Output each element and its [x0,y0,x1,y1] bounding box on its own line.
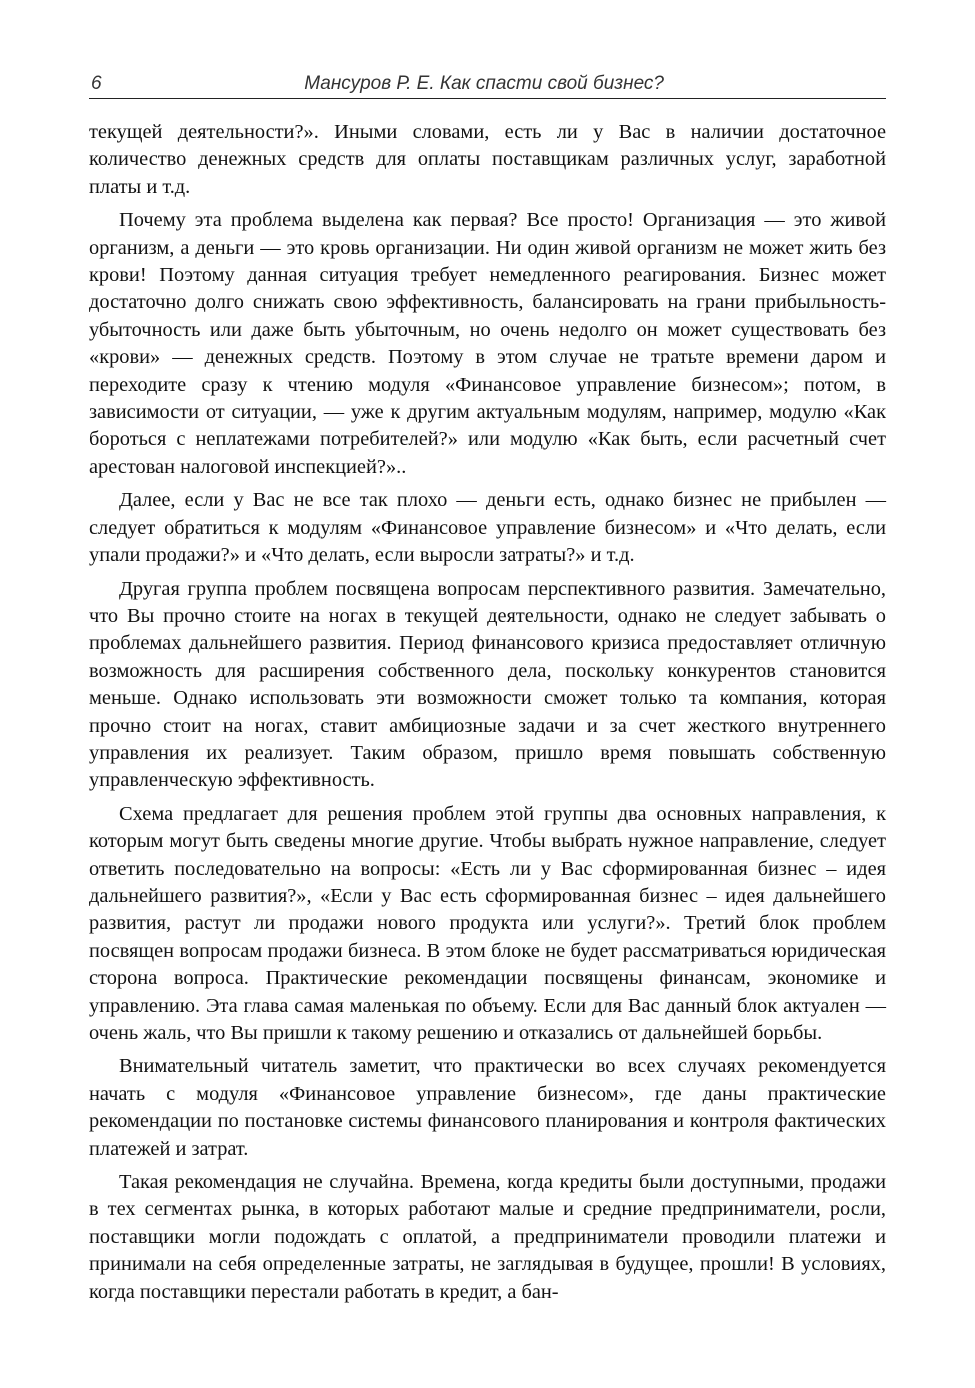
paragraph-1: текущей деятельности?». Иными словами, есть ли у Вас в наличии достаточное количество денежных средств для оплаты поставщикам различных услуг, заработной платы и т.д. [89,121,886,198]
paragraph-4: Другая группа проблем посвящена вопросам перспективного развития. Замечательно, что Вы прочно стоите на ногах в текущей деятельности, однако не следует забывать о проблемах дальнейшего развития. Период финансового кризиса предоставляет отличную возможность для расширения собственного дела, поскольку конкурентов становится меньше. Однако использовать эти возможности сможет только та компания, которая прочно стоит на ногах, ставит амбициозные задачи и за счет жесткого внутреннего управления их реализует. Таким образом, пришло время повышать собственную управленческую эффективность. [89,577,886,792]
book-page [89,72,886,1306]
paragraph-5: Схема предлагает для решения проблем этой группы два основных направления, к которым могут быть сведены многие другие. Чтобы выбрать нужное направление, следует ответить последовательно на вопросы: «Есть ли у Вас сформированная бизнес – идея дальнейшего развития?», «Если у Вас есть сформированная бизнес – идея дальнейшего развития, растут ли продажи нового продукта или услуги?». Третий блок проблем посвящен вопросам продажи бизнеса. В этом блоке не будет рассматриваться юридическая сторона вопроса. Практические рекомендации посвящены финансам, экономике и управлению. Эта глава самая маленькая по объему. Если для Вас данный блок актуален — очень жаль, что Вы пришли к такому решению и отказались от дальнейшей борьбы. [89,802,886,1044]
body-text [89,119,886,1306]
paragraph-6: Внимательный читатель заметит, что практически во всех случаях рекомендуется начать с модуля «Финансовое управление бизнесом», где даны практические рекомендации по постановке системы финансового планирования и контроля фактических платежей и затрат. [89,1055,886,1160]
page-number: 6 [91,73,102,94]
running-head [89,72,886,99]
running-title: Мансуров Р. Е. Как спасти свой бизнес? [304,73,664,94]
paragraph-2: Почему эта проблема выделена как первая? Все просто! Организация — это живой организм, а деньги — это кровь организации. Ни один живой организм не может жить без крови! Поэтому данная ситуация требует немедленного реагирования. Бизнес может достаточно долго снижать свою эффективность, балансировать на грани прибыльность-убыточность или даже быть убыточным, но очень недолго он может существовать без «крови» — денежных средств. Поэтому в этом случае не тратьте времени даром и переходите сразу к чтению модуля «Финансовое управление бизнесом»; потом, в зависимости от ситуации, — уже к другим актуальным модулям, например, модулю «Как бороться с неплатежами потребителей?» или модулю «Как быть, если расчетный счет арестован налоговой инспекцией?».. [89,209,886,478]
paragraph-7: Такая рекомендация не случайна. Времена, когда кредиты были доступными, продажи в тех сегментах рынка, в которых работают малые и средние предприниматели, росли, поставщики могли подождать с оплатой, а предприниматели проводили платежи и принимали на себя определенные затраты, не заглядывая в будущее, прошли! В условиях, когда поставщики перестали работать в кредит, а бан- [89,1171,886,1303]
paragraph-3: Далее, если у Вас не все так плохо — деньги есть, однако бизнес не прибылен — следует обратиться к модулям «Финансовое управление бизнесом» и «Что делать, если упали продажи?» и «Что делать, если выросли затраты?» и т.д. [89,489,886,567]
